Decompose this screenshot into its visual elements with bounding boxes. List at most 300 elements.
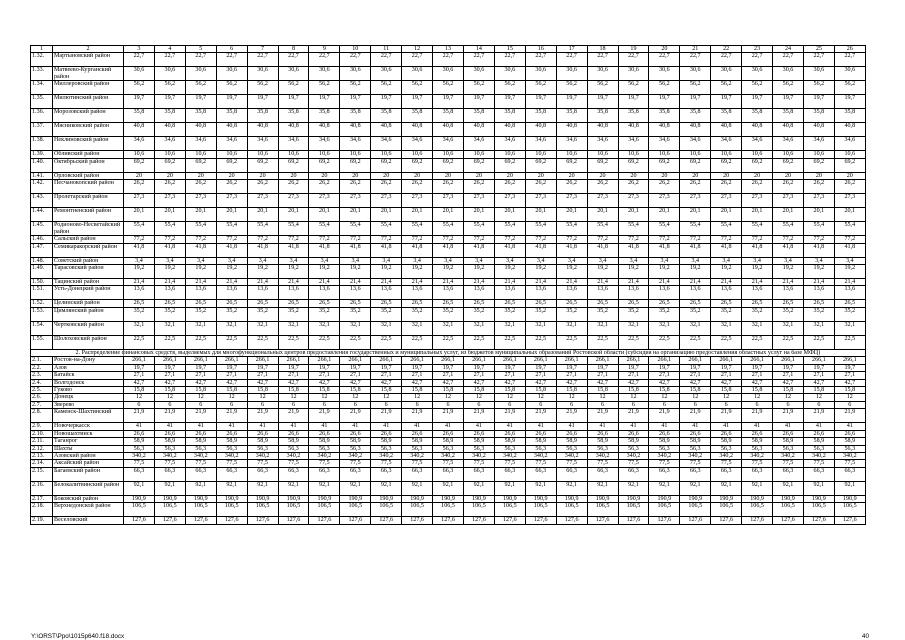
value-cell: 66,3 [494, 467, 525, 481]
value-cell: 22,7 [618, 53, 649, 67]
value-cell: 3,4 [494, 257, 525, 264]
value-cell: 40,8 [649, 123, 680, 137]
value-cell: 30,6 [494, 67, 525, 81]
value-cell: 66,3 [742, 467, 773, 481]
value-cell: 35,8 [185, 109, 216, 123]
value-cell: 35,8 [154, 109, 185, 123]
value-cell: 6 [680, 401, 711, 408]
value-cell: 55,4 [803, 222, 834, 236]
value-cell: 27,3 [556, 194, 587, 208]
value-cell: 40,8 [618, 123, 649, 137]
value-cell: 77,2 [216, 236, 247, 243]
value-cell: 19,7 [340, 364, 371, 371]
value-cell: 22,7 [433, 53, 464, 67]
value-cell: 190,9 [773, 495, 804, 502]
value-cell: 21,9 [773, 409, 804, 423]
value-cell: 69,2 [556, 158, 587, 172]
value-cell: 77,5 [525, 460, 556, 467]
value-cell: 22,7 [680, 53, 711, 67]
value-cell: 20 [680, 172, 711, 179]
value-cell: 92,1 [680, 481, 711, 495]
value-cell: 21,4 [278, 279, 309, 286]
row-name: Милютинский район [53, 95, 124, 109]
value-cell: 92,1 [494, 481, 525, 495]
table-row [31, 208, 866, 222]
value-cell: 340,2 [340, 452, 371, 459]
value-cell: 41 [525, 423, 556, 430]
value-cell: 69,2 [371, 158, 402, 172]
value-cell: 190,9 [494, 495, 525, 502]
value-cell: 22,5 [216, 335, 247, 349]
value-cell: 56,3 [556, 445, 587, 452]
value-cell: 69,2 [247, 158, 278, 172]
value-cell: 10,6 [216, 151, 247, 158]
value-cell: 340,2 [525, 452, 556, 459]
value-cell: 41,8 [185, 243, 216, 257]
table-row [31, 503, 866, 517]
value-cell: 127,6 [587, 517, 618, 524]
value-cell: 34,6 [742, 137, 773, 151]
value-cell: 22,5 [185, 335, 216, 349]
row-number: 1.35. [31, 95, 53, 109]
row-number: 1.45. [31, 222, 53, 236]
value-cell: 77,5 [154, 460, 185, 467]
value-cell: 40,8 [340, 123, 371, 137]
value-cell: 32,1 [711, 321, 742, 335]
value-cell: 32,1 [309, 321, 340, 335]
value-cell: 41,8 [124, 243, 155, 257]
value-cell: 41 [773, 423, 804, 430]
value-cell: 19,7 [216, 364, 247, 371]
table-row [31, 394, 866, 401]
value-cell: 27,1 [834, 372, 865, 379]
value-cell: 58,9 [649, 438, 680, 445]
row-number: 1.33. [31, 67, 53, 81]
header-cell: 26 [834, 46, 865, 53]
table-row [31, 445, 866, 452]
value-cell: 266,1 [649, 357, 680, 364]
header-cell: 5 [185, 46, 216, 53]
value-cell: 26,6 [803, 430, 834, 437]
value-cell: 106,5 [618, 503, 649, 517]
value-cell: 34,6 [309, 137, 340, 151]
value-cell: 190,9 [556, 495, 587, 502]
row-name: Азовский район [53, 452, 124, 459]
value-cell: 266,1 [494, 357, 525, 364]
value-cell: 32,1 [649, 321, 680, 335]
value-cell: 27,3 [834, 194, 865, 208]
value-cell: 35,2 [340, 307, 371, 321]
value-cell: 32,1 [680, 321, 711, 335]
header-cell: 13 [433, 46, 464, 53]
value-cell: 22,7 [525, 53, 556, 67]
value-cell: 40,8 [402, 123, 433, 137]
row-number: 2.3. [31, 372, 53, 379]
value-cell: 56,2 [278, 81, 309, 95]
value-cell: 35,8 [834, 109, 865, 123]
value-cell: 56,3 [463, 445, 494, 452]
value-cell: 26,2 [834, 180, 865, 194]
header-cell: 22 [711, 46, 742, 53]
value-cell: 3,4 [711, 257, 742, 264]
value-cell: 340,2 [371, 452, 402, 459]
value-cell: 26,5 [680, 300, 711, 307]
value-cell: 27,1 [711, 372, 742, 379]
value-cell: 77,5 [216, 460, 247, 467]
value-cell: 27,3 [680, 194, 711, 208]
value-cell: 19,7 [773, 95, 804, 109]
row-name: Новочеркасск [53, 423, 124, 430]
value-cell: 3,4 [834, 257, 865, 264]
value-cell: 35,2 [247, 307, 278, 321]
value-cell: 22,7 [154, 53, 185, 67]
value-cell: 22,7 [309, 53, 340, 67]
value-cell: 77,5 [494, 460, 525, 467]
header-cell: 14 [463, 46, 494, 53]
value-cell: 58,9 [278, 438, 309, 445]
value-cell: 22,7 [711, 53, 742, 67]
value-cell: 77,5 [556, 460, 587, 467]
table-row [31, 257, 866, 264]
value-cell: 27,1 [587, 372, 618, 379]
value-cell: 66,3 [773, 467, 804, 481]
value-cell: 10,6 [278, 151, 309, 158]
value-cell: 21,9 [649, 409, 680, 423]
value-cell: 22,7 [803, 53, 834, 67]
value-cell: 42,7 [185, 379, 216, 386]
value-cell: 42,7 [278, 379, 309, 386]
value-cell: 66,3 [834, 467, 865, 481]
value-cell: 35,8 [680, 109, 711, 123]
value-cell: 56,2 [803, 81, 834, 95]
value-cell: 3,4 [803, 257, 834, 264]
value-cell: 77,5 [834, 460, 865, 467]
value-cell: 20,1 [371, 208, 402, 222]
value-cell: 40,8 [185, 123, 216, 137]
value-cell: 266,1 [340, 357, 371, 364]
value-cell: 19,7 [525, 95, 556, 109]
value-cell: 69,2 [216, 158, 247, 172]
row-name: Тарасовский район [53, 265, 124, 279]
row-number: 2.11. [31, 438, 53, 445]
value-cell: 77,2 [340, 236, 371, 243]
value-cell: 20,1 [649, 208, 680, 222]
value-cell: 77,2 [711, 236, 742, 243]
value-cell: 35,8 [371, 109, 402, 123]
value-cell: 27,1 [402, 372, 433, 379]
value-cell: 6 [216, 401, 247, 408]
value-cell: 35,8 [556, 109, 587, 123]
value-cell: 340,2 [742, 452, 773, 459]
value-cell: 19,2 [278, 265, 309, 279]
value-cell: 27,1 [309, 372, 340, 379]
value-cell: 26,5 [649, 300, 680, 307]
row-number: 2.13. [31, 452, 53, 459]
value-cell: 21,4 [587, 279, 618, 286]
value-cell: 19,7 [216, 95, 247, 109]
value-cell: 22,7 [742, 53, 773, 67]
value-cell: 41,8 [278, 243, 309, 257]
value-cell: 6 [124, 401, 155, 408]
value-cell: 69,2 [278, 158, 309, 172]
value-cell: 266,1 [371, 357, 402, 364]
row-number: 1.53. [31, 307, 53, 321]
row-number: 2.17. [31, 495, 53, 502]
value-cell: 19,7 [433, 95, 464, 109]
value-cell: 77,2 [803, 236, 834, 243]
value-cell: 21,9 [309, 409, 340, 423]
value-cell: 22,7 [278, 53, 309, 67]
header-cell: 12 [402, 46, 433, 53]
value-cell: 42,7 [742, 379, 773, 386]
value-cell: 26,6 [216, 430, 247, 437]
value-cell: 26,6 [185, 430, 216, 437]
row-name: Ростов-на-Дону [53, 357, 124, 364]
row-number: 1.34. [31, 81, 53, 95]
value-cell: 20 [711, 172, 742, 179]
value-cell: 19,7 [494, 95, 525, 109]
value-cell: 34,6 [402, 137, 433, 151]
value-cell: 20 [618, 172, 649, 179]
value-cell: 26,5 [556, 300, 587, 307]
value-cell: 56,3 [834, 445, 865, 452]
value-cell: 30,6 [525, 67, 556, 81]
value-cell: 13,6 [247, 286, 278, 300]
header-cell: 24 [773, 46, 804, 53]
value-cell: 56,3 [309, 445, 340, 452]
value-cell: 20 [309, 172, 340, 179]
value-cell: 15,8 [433, 387, 464, 394]
row-name: Батайск [53, 372, 124, 379]
table-row [31, 53, 866, 67]
value-cell: 10,6 [494, 151, 525, 158]
value-cell: 26,6 [711, 430, 742, 437]
value-cell: 266,1 [711, 357, 742, 364]
value-cell: 19,7 [494, 364, 525, 371]
table-row [31, 137, 866, 151]
header-cell: 23 [742, 46, 773, 53]
value-cell: 12 [587, 394, 618, 401]
row-number: 2.9. [31, 423, 53, 430]
row-name: Морозовский район [53, 109, 124, 123]
header-cell: 1 [31, 46, 53, 53]
value-cell: 66,3 [124, 467, 155, 481]
value-cell: 19,2 [433, 265, 464, 279]
value-cell: 13,6 [278, 286, 309, 300]
value-cell: 92,1 [371, 481, 402, 495]
value-cell: 56,2 [371, 81, 402, 95]
value-cell: 127,6 [309, 517, 340, 524]
value-cell: 6 [185, 401, 216, 408]
value-cell: 92,1 [185, 481, 216, 495]
value-cell: 55,4 [185, 222, 216, 236]
value-cell: 20,1 [618, 208, 649, 222]
table-row [31, 495, 866, 502]
value-cell: 340,2 [185, 452, 216, 459]
value-cell: 22,5 [371, 335, 402, 349]
value-cell: 15,8 [587, 387, 618, 394]
value-cell: 3,4 [371, 257, 402, 264]
value-cell: 19,7 [433, 364, 464, 371]
value-cell: 13,6 [649, 286, 680, 300]
row-name: Обливский район [53, 151, 124, 158]
value-cell: 35,2 [587, 307, 618, 321]
value-cell: 58,9 [803, 438, 834, 445]
value-cell: 15,8 [711, 387, 742, 394]
value-cell: 127,6 [494, 517, 525, 524]
row-name: Орловский район [53, 172, 124, 179]
value-cell: 32,1 [433, 321, 464, 335]
value-cell: 35,2 [618, 307, 649, 321]
value-cell: 21,4 [371, 279, 402, 286]
value-cell: 20 [742, 172, 773, 179]
value-cell: 56,2 [742, 81, 773, 95]
value-cell: 106,5 [773, 503, 804, 517]
value-cell: 340,2 [216, 452, 247, 459]
value-cell: 77,2 [587, 236, 618, 243]
value-cell: 56,3 [742, 445, 773, 452]
value-cell: 13,6 [402, 286, 433, 300]
table-row [31, 460, 866, 467]
value-cell: 32,1 [340, 321, 371, 335]
value-cell: 27,3 [433, 194, 464, 208]
value-cell: 77,5 [711, 460, 742, 467]
table-row [31, 452, 866, 459]
row-name: Родионово-Несветайский район [53, 222, 124, 236]
value-cell: 6 [711, 401, 742, 408]
value-cell: 22,5 [433, 335, 464, 349]
value-cell: 340,2 [649, 452, 680, 459]
value-cell: 32,1 [463, 321, 494, 335]
value-cell: 55,4 [711, 222, 742, 236]
value-cell: 77,5 [587, 460, 618, 467]
value-cell: 32,1 [742, 321, 773, 335]
table-row [31, 95, 866, 109]
value-cell: 127,6 [278, 517, 309, 524]
value-cell: 20 [278, 172, 309, 179]
value-cell: 21,4 [773, 279, 804, 286]
value-cell: 92,1 [587, 481, 618, 495]
value-cell: 22,7 [247, 53, 278, 67]
value-cell: 35,2 [154, 307, 185, 321]
value-cell: 127,6 [340, 517, 371, 524]
value-cell: 20,1 [433, 208, 464, 222]
value-cell: 21,4 [124, 279, 155, 286]
value-cell: 15,8 [680, 387, 711, 394]
value-cell: 56,3 [618, 445, 649, 452]
value-cell: 55,4 [618, 222, 649, 236]
value-cell: 35,8 [463, 109, 494, 123]
value-cell: 92,1 [247, 481, 278, 495]
value-cell: 40,8 [803, 123, 834, 137]
value-cell: 21,4 [463, 279, 494, 286]
value-cell: 13,6 [309, 286, 340, 300]
value-cell: 26,6 [278, 430, 309, 437]
value-cell: 32,1 [402, 321, 433, 335]
value-cell: 35,8 [711, 109, 742, 123]
table-row [31, 321, 866, 335]
value-cell: 6 [742, 401, 773, 408]
value-cell: 30,6 [556, 67, 587, 81]
value-cell: 26,5 [247, 300, 278, 307]
value-cell: 22,7 [494, 53, 525, 67]
value-cell: 3,4 [587, 257, 618, 264]
row-number: 2.7. [31, 401, 53, 408]
value-cell: 15,8 [525, 387, 556, 394]
value-cell: 26,2 [154, 180, 185, 194]
value-cell: 19,7 [803, 364, 834, 371]
value-cell: 21,9 [402, 409, 433, 423]
value-cell: 19,7 [154, 95, 185, 109]
value-cell: 21,4 [556, 279, 587, 286]
value-cell: 20 [154, 172, 185, 179]
value-cell: 34,6 [463, 137, 494, 151]
value-cell: 19,2 [773, 265, 804, 279]
value-cell: 56,3 [803, 445, 834, 452]
value-cell: 12 [834, 394, 865, 401]
value-cell: 13,6 [556, 286, 587, 300]
header-cell: 21 [680, 46, 711, 53]
value-cell: 266,1 [587, 357, 618, 364]
value-cell: 3,4 [742, 257, 773, 264]
value-cell: 20 [587, 172, 618, 179]
value-cell: 26,6 [371, 430, 402, 437]
value-cell: 26,6 [494, 430, 525, 437]
value-cell: 42,7 [649, 379, 680, 386]
footer-page-number: 40 [862, 633, 870, 640]
value-cell: 35,2 [124, 307, 155, 321]
value-cell: 190,9 [309, 495, 340, 502]
value-cell: 340,2 [463, 452, 494, 459]
value-cell: 42,7 [711, 379, 742, 386]
value-cell: 13,6 [587, 286, 618, 300]
value-cell: 35,8 [124, 109, 155, 123]
value-cell: 56,2 [433, 81, 464, 95]
value-cell: 56,2 [124, 81, 155, 95]
value-cell: 6 [463, 401, 494, 408]
value-cell: 58,9 [773, 438, 804, 445]
value-cell: 41 [618, 423, 649, 430]
value-cell: 56,3 [711, 445, 742, 452]
value-cell: 21,9 [340, 409, 371, 423]
value-cell: 26,5 [278, 300, 309, 307]
value-cell: 12 [494, 394, 525, 401]
value-cell: 41,8 [216, 243, 247, 257]
value-cell: 21,4 [402, 279, 433, 286]
value-cell: 266,1 [525, 357, 556, 364]
value-cell: 340,2 [124, 452, 155, 459]
value-cell: 69,2 [494, 158, 525, 172]
value-cell: 92,1 [711, 481, 742, 495]
row-name: Мартыновский район [53, 53, 124, 67]
value-cell: 77,2 [494, 236, 525, 243]
value-cell: 19,2 [154, 265, 185, 279]
row-number: 1.44. [31, 208, 53, 222]
value-cell: 20,1 [278, 208, 309, 222]
value-cell: 127,6 [154, 517, 185, 524]
table-row [31, 194, 866, 208]
value-cell: 30,6 [124, 67, 155, 81]
value-cell: 127,6 [402, 517, 433, 524]
value-cell: 10,6 [154, 151, 185, 158]
value-cell: 27,1 [803, 372, 834, 379]
value-cell: 21,9 [247, 409, 278, 423]
table-row [31, 300, 866, 307]
value-cell: 10,6 [618, 151, 649, 158]
header-cell: 20 [649, 46, 680, 53]
row-number: 2.2. [31, 364, 53, 371]
value-cell: 69,2 [154, 158, 185, 172]
